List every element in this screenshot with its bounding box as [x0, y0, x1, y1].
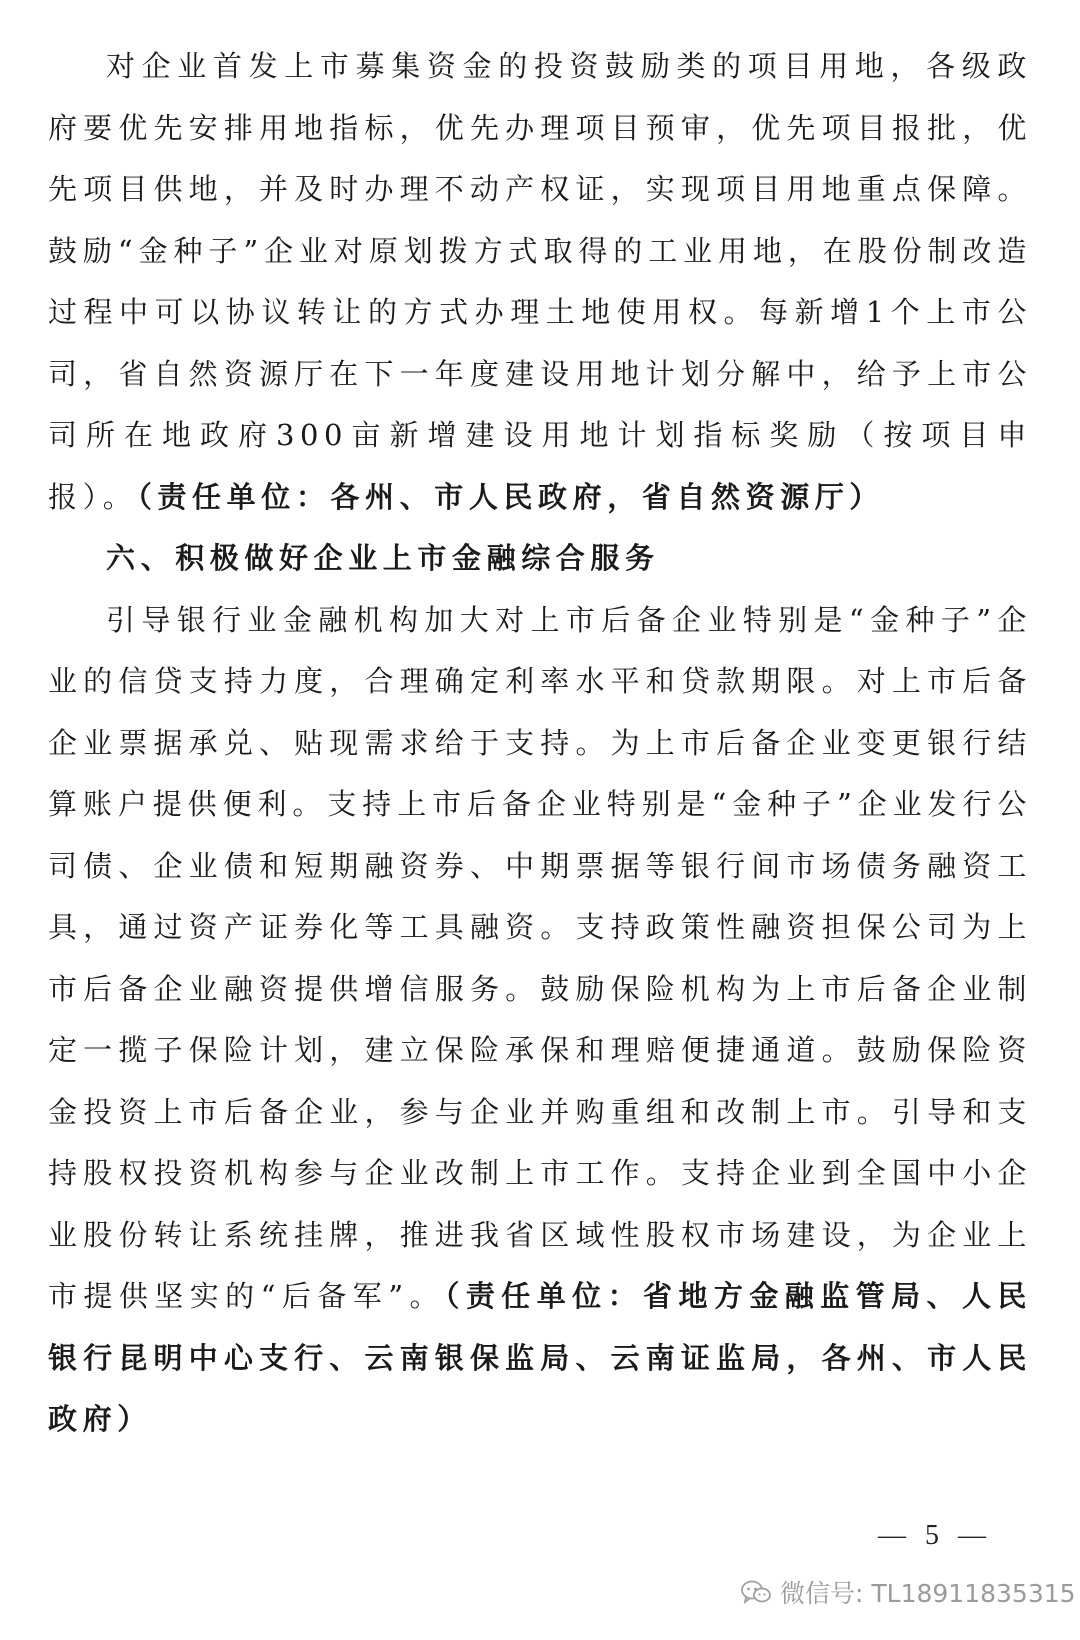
page-number: — 5 —	[878, 1520, 992, 1551]
wechat-watermark	[740, 1574, 1076, 1610]
paragraph-financial-services	[48, 590, 1032, 1451]
document-body	[48, 36, 1032, 1451]
paragraph-land-use	[48, 36, 1032, 528]
section-heading: 六、积极做好企业上市金融综合服务	[106, 541, 660, 575]
responsibility-note-financial-services: （责任单位：省地方金融监管局、人民银行昆明中心支行、云南银保监局、云南证监局，各州、市人民政府）	[48, 1279, 1032, 1436]
watermark-text: 微信号: TL18911835315	[780, 1579, 1076, 1608]
wechat-icon	[740, 1579, 772, 1605]
responsibility-note-land-use: （责任单位：各州、市人民政府，省自然资源厅）	[137, 479, 885, 514]
paragraph-land-use-text: 对企业首发上市募集资金的投资鼓励类的项目用地，各级政府要优先安排用地指标，优先办理项目预审，优先项目报批，优先项目供地，并及时办理不动产权证，实现项目用地重点保障。鼓励“金种子”企业对原划拨方式取得的工业用地，在股份制改造过程中可以协议转让的方式办理土地使用权。每新增1个上市公司，省自然资源厅在下一年度建设用地计划分解中，给予上市公司所在地政府300亩新增建设用地计划指标奖励（按项目申报）。	[48, 49, 1032, 514]
paragraph-financial-services-text: 引导银行业金融机构加大对上市后备企业特别是“金种子”企业的信贷支持力度，合理确定利率水平和贷款期限。对上市后备企业票据承兑、贴现需求给于支持。为上市后备企业变更银行结算账户提供便利。支持上市后备企业特别是“金种子”企业发行公司债、企业债和短期融资券、中期票据等银行间市场债务融资工具，通过资产证券化等工具融资。支持政策性融资担保公司为上市后备企业融资提供增信服务。鼓励保险机构为上市后备企业制定一揽子保险计划，建立保险承保和理赔便捷通道。鼓励保险资金投资上市后备企业，参与企业并购重组和改制上市。引导和支持股权投资机构参与企业改制上市工作。支持企业到全国中小企业股份转让系统挂牌，推进我省区域性股权市场建设，为企业上市提供坚实的“后备军”。	[48, 602, 1032, 1313]
